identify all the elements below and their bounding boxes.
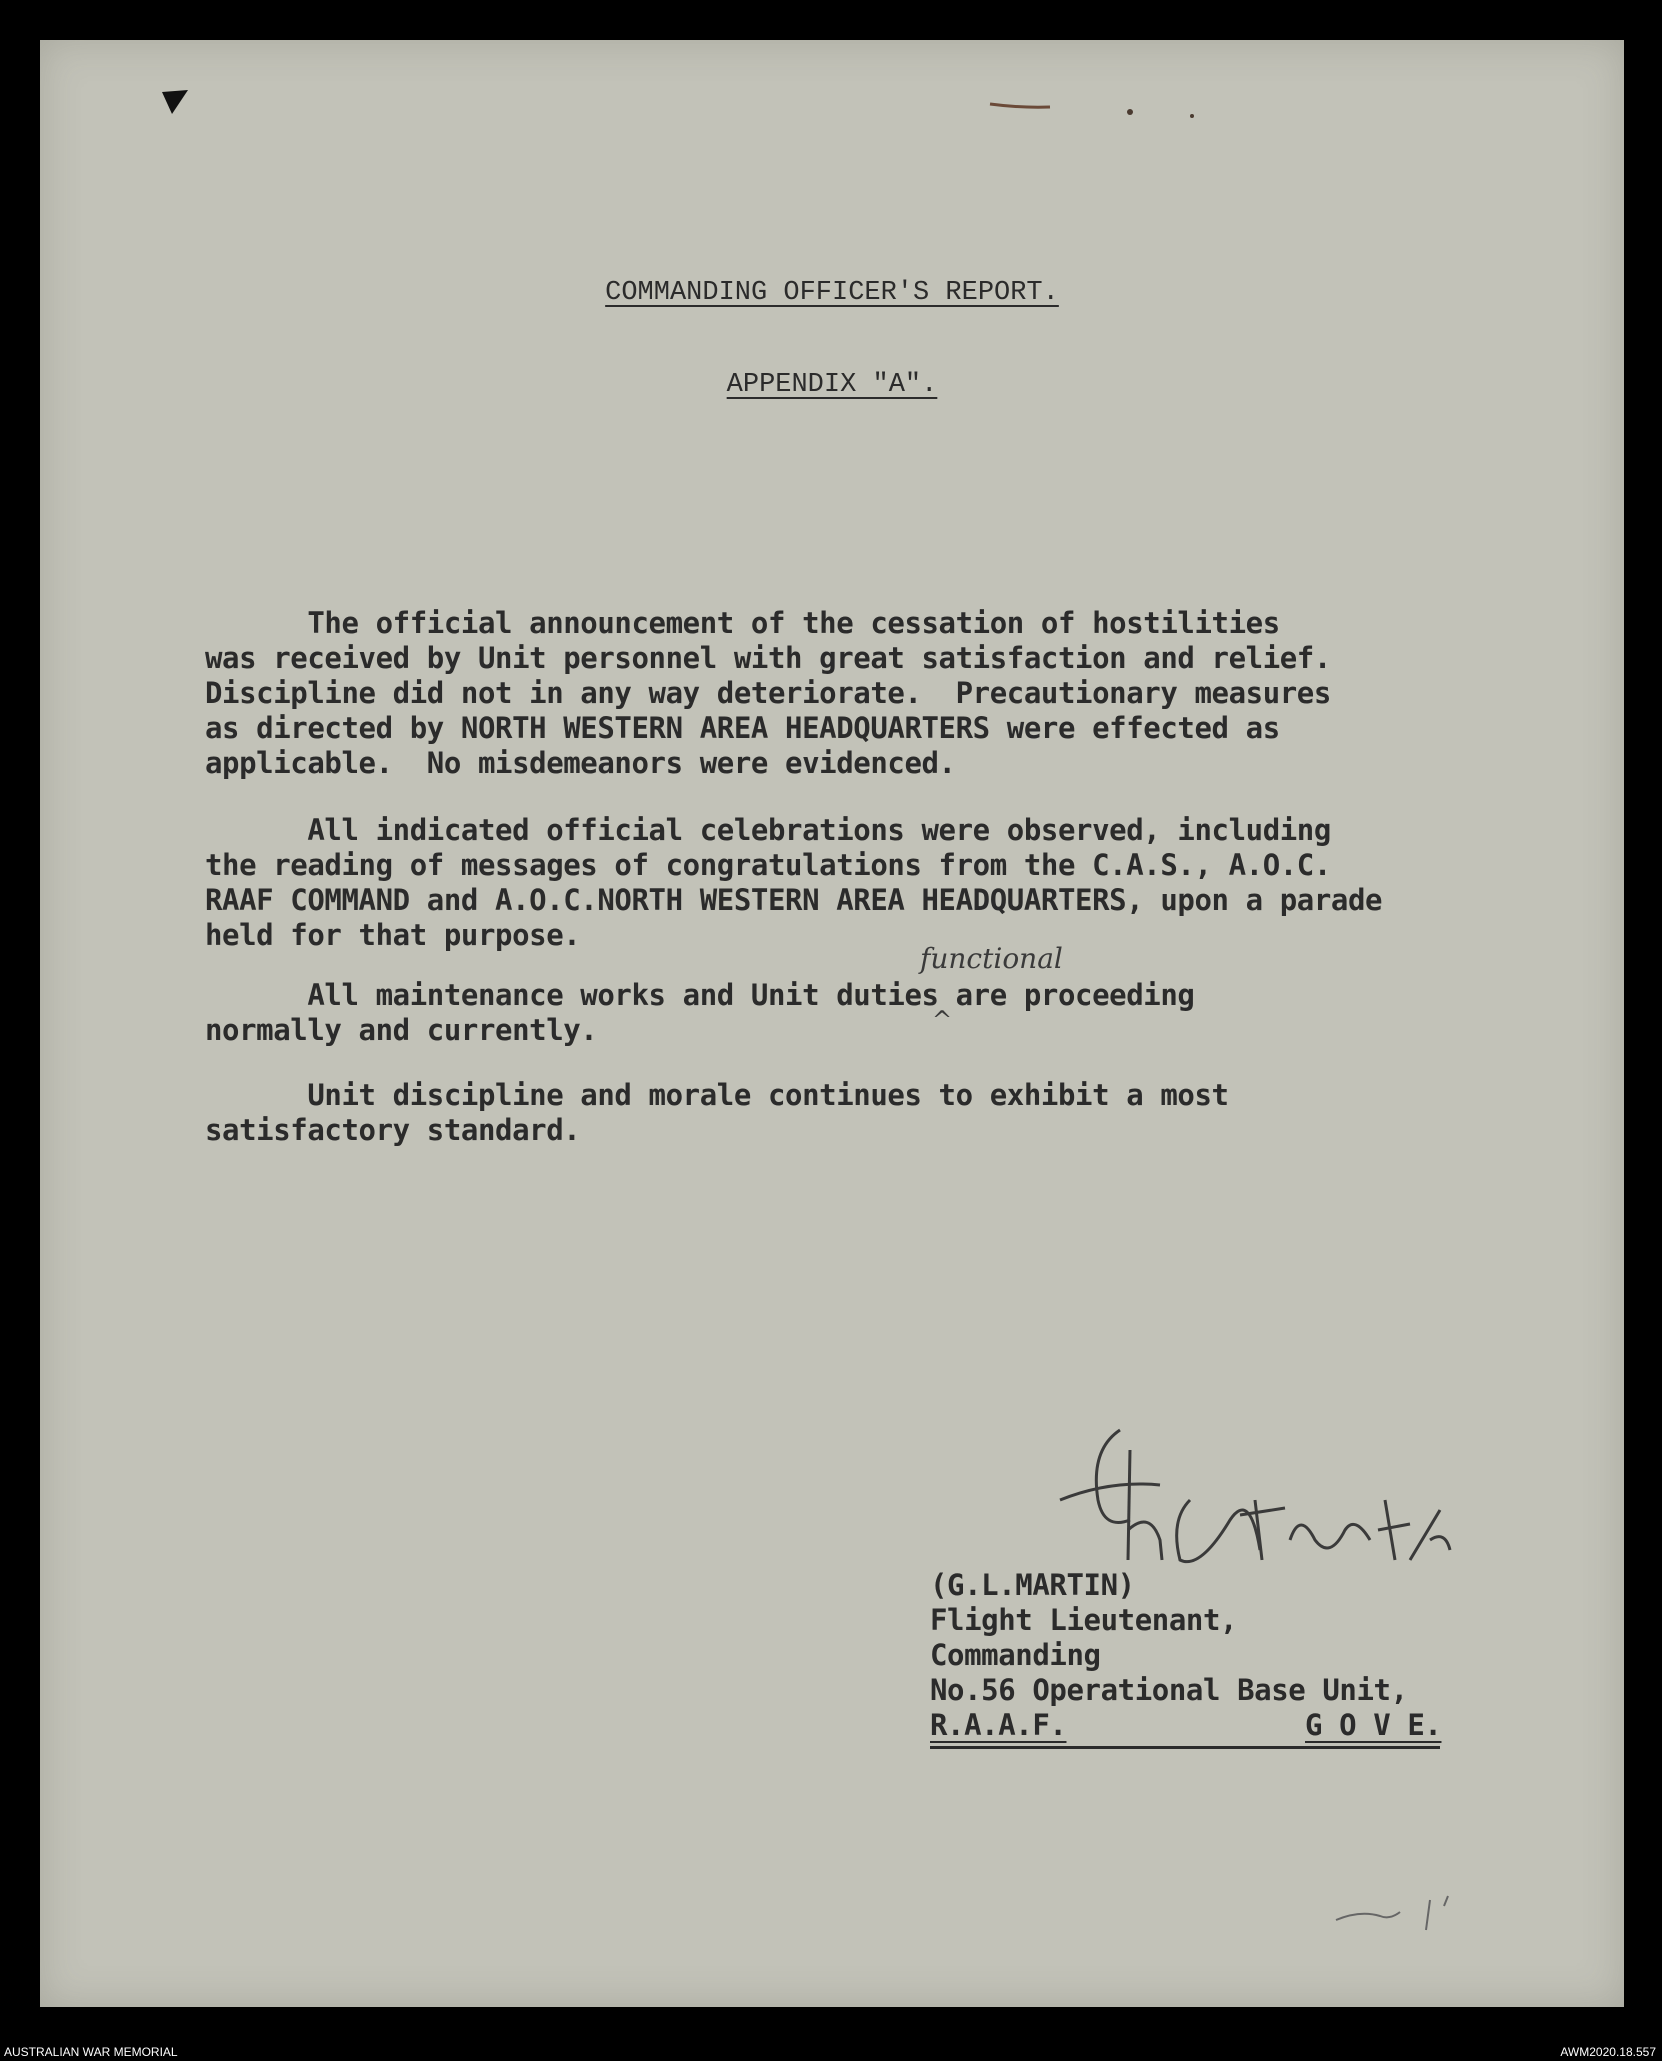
paragraph-2-line-3: RAAF COMMAND and A.O.C.NORTH WESTERN AREA HEADQUARTERS, upon a parade — [205, 883, 1383, 917]
paragraph-3-line-2: normally and currently. — [205, 1013, 598, 1047]
paragraph-2-line-2: the reading of messages of congratulations from the C.A.S., A.O.C. — [205, 848, 1331, 882]
paragraph-4-line-1: Unit discipline and morale continues to exhibit a most — [205, 1078, 1229, 1112]
document-page — [40, 40, 1624, 2007]
paragraph-1-line-3: Discipline did not in any way deteriorate. Precautionary measures — [205, 676, 1331, 710]
signature-underline — [930, 1746, 1440, 1749]
handwritten-insertion: functional — [920, 942, 1063, 975]
paragraph-4-line-2: satisfactory standard. — [205, 1113, 581, 1147]
caret-mark: ^ — [932, 1006, 953, 1034]
paragraph-1-line-2: was received by Unit personnel with great satisfaction and relief. — [205, 641, 1331, 675]
footer-accession: AWM2020.18.557 — [1560, 2045, 1656, 2059]
paragraph-1-line-5: applicable. No misdemeanors were evidenced. — [205, 746, 956, 780]
footer-source: AUSTRALIAN WAR MEMORIAL — [4, 2045, 178, 2059]
signature-rank: Flight Lieutenant, — [930, 1603, 1238, 1637]
report-title: COMMANDING OFFICER'S REPORT. — [605, 278, 1059, 308]
paragraph-3-line-1: All maintenance works and Unit duties are proceeding — [205, 978, 1195, 1012]
paragraph-2-line-4: held for that purpose. — [205, 918, 581, 952]
signature-unit: No.56 Operational Base Unit, — [930, 1673, 1408, 1707]
paragraph-2-line-1: All indicated official celebrations were observed, including — [205, 813, 1331, 847]
paragraph-1-line-4: as directed by NORTH WESTERN AREA HEADQUARTERS were effected as — [205, 711, 1280, 745]
ink-speck-mark — [960, 82, 1210, 122]
pencil-mark — [1330, 1890, 1470, 1940]
signature-service: R.A.A.F. — [930, 1708, 1067, 1742]
signature-role: Commanding — [930, 1638, 1101, 1672]
paper-damage-mark — [158, 84, 198, 124]
signature-name: (G.L.MARTIN) — [930, 1568, 1135, 1602]
paragraph-1-line-1: The official announcement of the cessation of hostilities — [205, 606, 1280, 640]
appendix-title: APPENDIX "A". — [726, 370, 938, 400]
signature-location: G O V E. — [1305, 1708, 1442, 1742]
